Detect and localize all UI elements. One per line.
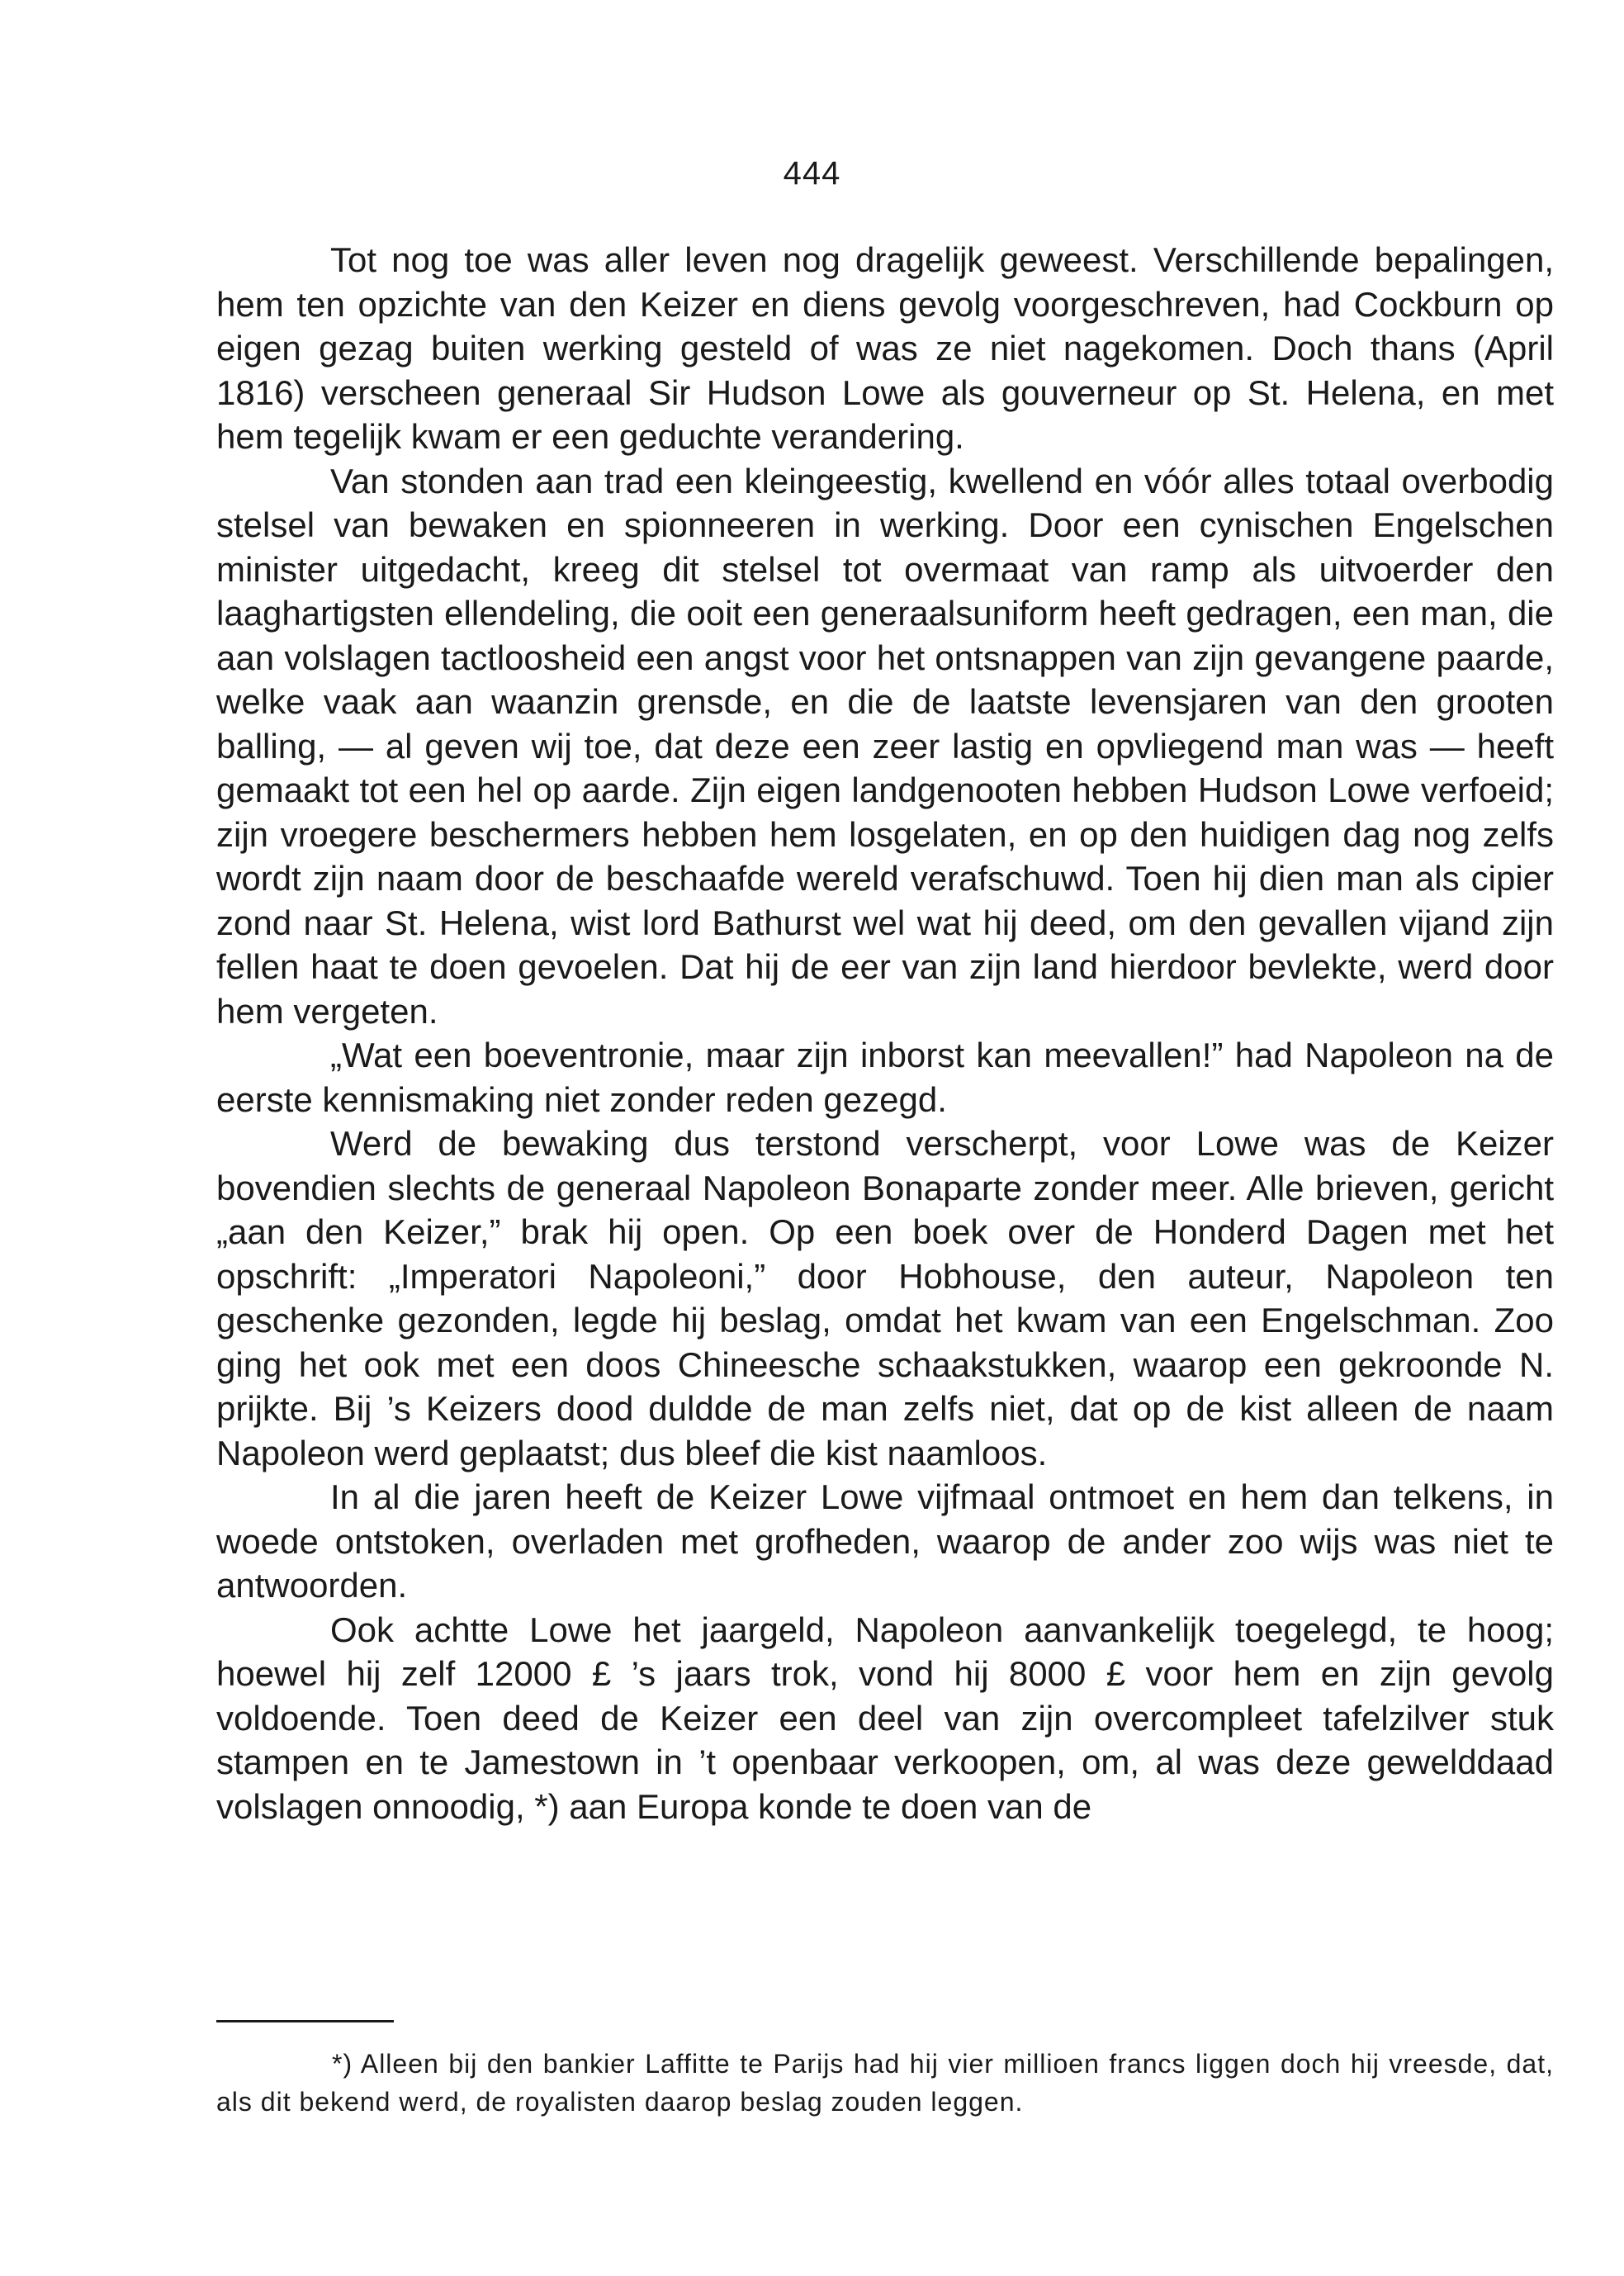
paragraph: „Wat een boeventronie, maar zijn inborst kan meevallen!” had Napoleon na de eerste kennismaking niet zonder reden gezegd. — [216, 1036, 1554, 1119]
paragraph: In al die jaren heeft de Keizer Lowe vijfmaal ontmoet en hem dan telkens, in woede ontstoken, overladen met grofheden, waarop de ander zoo wijs was niet te antwoorden. — [216, 1477, 1554, 1605]
paragraph: Ook achtte Lowe het jaargeld, Napoleon aanvankelijk toegelegd, te hoog; hoewel hij zelf 12000 £ ’s jaars trok, vond hij 8000 £ voor hem en zijn gevolg voldoende. Toen deed de Keizer een deel van zijn overcompleet tafelzilver stuk stampen en te Jamestown in ’t openbaar verkoopen, om, al was deze gewelddaad volslagen onnoodig, *) aan Europa konde te doen van de — [216, 1610, 1554, 1826]
paragraph: Werd de bewaking dus terstond verscherpt, voor Lowe was de Keizer bovendien slechts de generaal Napoleon Bonaparte zonder meer. Alle brieven, gericht „aan den Keizer,” brak hij open. Op een boek over de Honderd Dagen met het opschrift: „Imperatori Napoleoni,” door Hobhouse, den auteur, Napoleon ten geschenke gezonden, legde hij beslag, omdat het kwam van een Engelschman. Zoo ging het ook met een doos Chineesche schaakstukken, waarop een gekroonde N. prijkte. Bij ’s Keizers dood duldde de man zelfs niet, dat op de kist alleen de naam Napoleon werd geplaatst; dus bleef die kist naamloos. — [216, 1124, 1554, 1472]
paragraph: Van stonden aan trad een kleingeestig, kwellend en vóór alles totaal overbodig stelsel van bewaken en spionneeren in werking. Door een cynischen Engelschen minister uitgedacht, kreeg dit stelsel tot overmaat van ramp als uitvoerder den laaghartigsten ellendeling, die ooit een generaalsuniform heeft gedragen, een man, die aan volslagen tactloosheid een angst voor het ontsnappen van zijn gevangene paarde, welke vaak aan waanzin grensde, en die de laatste levensjaren van den grooten balling, — al geven wij toe, dat deze een zeer lastig en opvliegend man was — heeft gemaakt tot een hel op aarde. Zijn eigen landgenooten hebben Hudson Lowe verfoeid; zijn vroegere beschermers hebben hem losgelaten, en op den huidigen dag nog zelfs wordt zijn naam door de beschaafde wereld verafschuwd. Toen hij dien man als cipier zond naar St. Helena, wist lord Bathurst wel wat hij deed, om den gevallen vijand zijn fellen haat te doen gevoelen. Dat hij de eer van zijn land hierdoor bevlekte, werd door hem vergeten. — [216, 461, 1554, 1031]
paragraph: Tot nog toe was aller leven nog dragelijk geweest. Verschillende bepalingen, hem ten opzichte van den Keizer en diens gevolg voorgeschreven, had Cockburn op eigen gezag buiten werking gesteld of was ze niet nagekomen. Doch thans (April 1816) verscheen generaal Sir Hudson Lowe als gouverneur op St. Helena, en met hem tegelijk kwam er een geduchte verandering. — [216, 240, 1554, 456]
body-text — [216, 238, 1554, 1828]
page-number: 444 — [783, 155, 841, 192]
footnote: *) Alleen bij den bankier Laffitte te Parijs had hij vier millioen francs liggen doch hij vreesde, dat, als dit bekend werd, de royalisten daarop beslag zouden leggen. — [216, 2049, 1554, 2117]
footnote-rule — [216, 2020, 394, 2022]
